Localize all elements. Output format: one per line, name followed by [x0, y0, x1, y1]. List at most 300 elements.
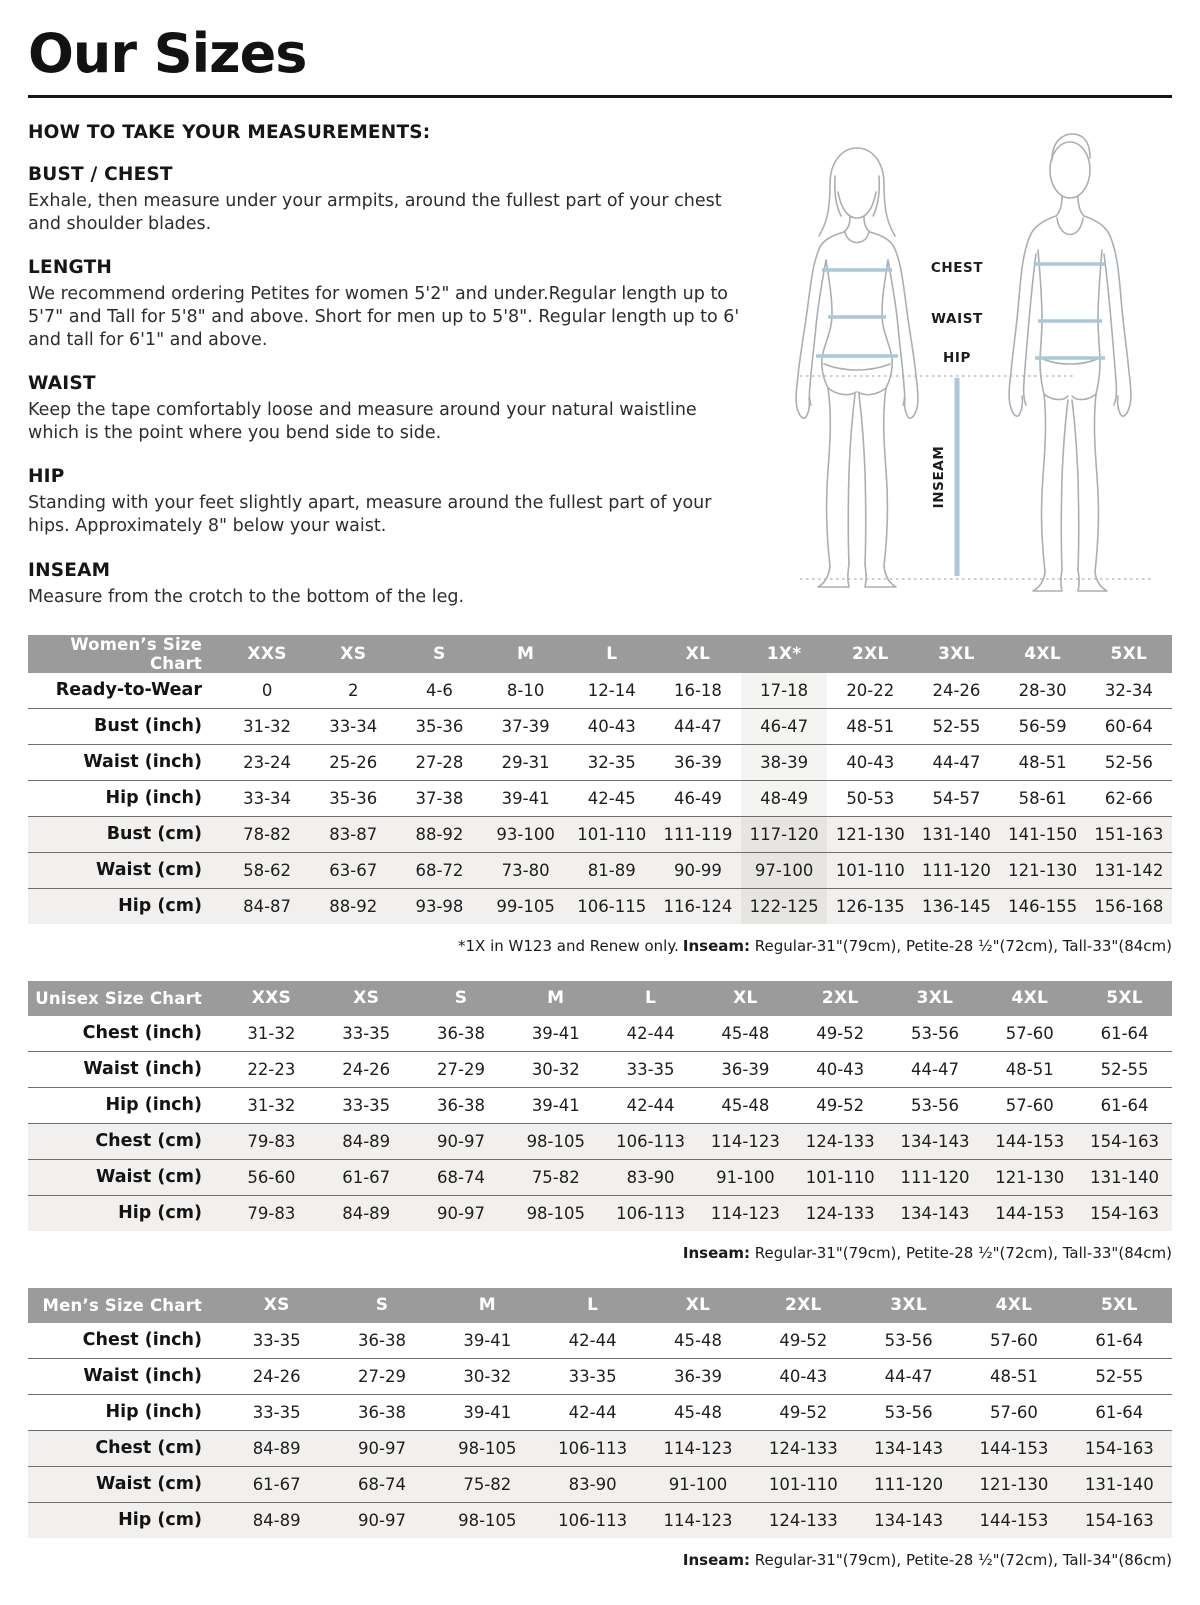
size-cell: 134-143: [874, 1438, 944, 1458]
column-header: 2XL: [751, 1288, 856, 1323]
size-cell: 111-119: [663, 824, 733, 844]
table-title: Men’s Size Chart: [28, 1288, 224, 1323]
row-label: Waist (cm): [96, 1167, 202, 1188]
inseam-note-text: Regular-31"(79cm), Petite-28 ½"(72cm), Tall-33"(84cm): [750, 936, 1172, 955]
size-cell: 39-41: [463, 1330, 512, 1350]
table-row: [28, 852, 1172, 888]
column-header: L: [569, 635, 655, 673]
size-cell: 111-120: [921, 860, 991, 880]
size-cell: 114-123: [663, 1510, 733, 1530]
size-cell: 98-105: [458, 1438, 517, 1458]
size-cell: 25-26: [329, 752, 378, 772]
row-label: Waist (inch): [83, 752, 202, 773]
column-header: 2XL: [793, 981, 888, 1016]
asterisk-note: *1X in W123 and Renew only.: [458, 936, 679, 955]
size-cell: 32-34: [1104, 680, 1153, 700]
table-title: Women’s Size Chart: [28, 635, 224, 673]
womens-size-chart-block: [28, 635, 1172, 955]
size-cell: 68-74: [358, 1474, 406, 1494]
section-length: [28, 257, 752, 352]
size-cell: 42-44: [568, 1402, 617, 1422]
size-charts-section: [28, 635, 1172, 1569]
size-cell: 84-89: [342, 1203, 391, 1223]
measurement-diagram-area: [752, 122, 1177, 609]
table-body: [28, 1016, 1172, 1231]
column-header: 4XL: [982, 981, 1077, 1016]
section-body: Keep the tape comfortably loose and measure around your natural waistline which is the point where you bend side to side.: [28, 400, 697, 444]
size-cell: 36-38: [437, 1023, 485, 1043]
size-cell: 144-153: [995, 1203, 1065, 1223]
size-cell: 36-38: [437, 1095, 485, 1115]
mens-size-chart: [28, 1288, 1172, 1538]
hip-label: HIP: [942, 349, 972, 366]
title-divider: [28, 95, 1172, 98]
section-waist: [28, 373, 752, 445]
size-cell: 98-105: [526, 1203, 586, 1223]
size-cell: 44-47: [911, 1059, 959, 1079]
size-cell: 98-105: [526, 1131, 586, 1151]
size-cell: 131-140: [921, 824, 991, 844]
size-cell: 57-60: [989, 1402, 1038, 1422]
column-header: XS: [224, 1288, 329, 1323]
size-cell: 44-47: [884, 1366, 933, 1386]
table-header: [28, 1288, 1172, 1323]
size-cell: 57-60: [1005, 1023, 1054, 1043]
measurement-guide: [28, 122, 1172, 609]
size-cell: 116-124: [663, 896, 733, 916]
size-cell: 101-110: [768, 1474, 838, 1494]
size-cell: 90-97: [358, 1438, 406, 1458]
column-header: XS: [310, 635, 396, 673]
inseam-note-label: Inseam:: [682, 1550, 751, 1569]
size-cell: 62-66: [1104, 788, 1153, 808]
table-row: [28, 744, 1172, 780]
size-cell: 33-35: [342, 1023, 391, 1043]
row-label: Waist (inch): [83, 1366, 202, 1387]
column-header: 5XL: [1067, 1288, 1172, 1323]
size-cell: 36-39: [673, 752, 722, 772]
table-title: Unisex Size Chart: [28, 981, 224, 1016]
table-footnote: [28, 937, 1172, 955]
size-cell: 61-64: [1100, 1095, 1149, 1115]
row-label: Hip (cm): [118, 896, 202, 917]
size-cell: 68-74: [437, 1167, 485, 1187]
size-cell: 42-44: [568, 1330, 617, 1350]
size-cell: 36-39: [721, 1059, 770, 1079]
size-cell: 46-47: [741, 708, 827, 744]
man-figure-outline: [1009, 134, 1131, 591]
size-cell: 61-67: [342, 1167, 391, 1187]
size-cell: 36-38: [358, 1330, 406, 1350]
table-body: [28, 673, 1172, 924]
size-cell: 91-100: [668, 1474, 728, 1494]
size-cell: 29-31: [501, 752, 550, 772]
size-cell: 146-155: [1008, 896, 1078, 916]
table-row: [28, 888, 1172, 924]
size-cell: 101-110: [577, 824, 647, 844]
column-header: XXS: [224, 981, 319, 1016]
table-row: [28, 1502, 1172, 1538]
size-cell: 40-43: [587, 716, 636, 736]
size-cell: 90-97: [358, 1510, 406, 1530]
size-cell: 40-43: [816, 1059, 865, 1079]
row-label: Hip (inch): [105, 1095, 202, 1116]
size-cell: 16-18: [673, 680, 722, 700]
size-cell: 68-72: [415, 860, 464, 880]
size-cell: 17-18: [741, 673, 827, 709]
size-cell: 39-41: [501, 788, 550, 808]
size-cell: 56-60: [247, 1167, 296, 1187]
size-cell: 49-52: [816, 1023, 865, 1043]
size-cell: 84-89: [342, 1131, 391, 1151]
column-header: M: [508, 981, 603, 1016]
size-cell: 93-98: [415, 896, 464, 916]
size-cell: 61-67: [252, 1474, 301, 1494]
section-body: Measure from the crotch to the bottom of the leg.: [28, 586, 465, 607]
size-cell: 33-35: [252, 1330, 301, 1350]
size-cell: 124-133: [768, 1510, 838, 1530]
size-cell: 117-120: [741, 816, 827, 852]
size-cell: 24-26: [342, 1059, 391, 1079]
size-cell: 33-34: [243, 788, 292, 808]
column-header: XL: [698, 981, 793, 1016]
size-cell: 48-51: [846, 716, 895, 736]
size-cell: 39-41: [463, 1402, 512, 1422]
size-cell: 101-110: [805, 1167, 875, 1187]
size-cell: 8-10: [506, 680, 545, 700]
size-cell: 45-48: [674, 1402, 722, 1422]
column-header: 5XL: [1077, 981, 1172, 1016]
size-cell: 90-97: [437, 1131, 485, 1151]
size-cell: 31-32: [243, 716, 292, 736]
size-cell: 144-153: [979, 1510, 1049, 1530]
size-cell: 39-41: [531, 1023, 580, 1043]
inseam-note: [683, 1244, 1172, 1262]
size-cell: 106-113: [558, 1438, 628, 1458]
size-cell: 45-48: [674, 1330, 722, 1350]
size-cell: 61-64: [1095, 1402, 1144, 1422]
size-cell: 83-90: [626, 1167, 675, 1187]
table-row: [28, 1466, 1172, 1502]
size-cell: 111-120: [900, 1167, 970, 1187]
section-bust-chest: [28, 164, 752, 236]
size-cell: 48-51: [1005, 1059, 1054, 1079]
size-cell: 23-24: [243, 752, 292, 772]
table-row: [28, 816, 1172, 852]
section-title: LENGTH: [28, 256, 113, 278]
table-row: [28, 1123, 1172, 1159]
size-cell: 33-34: [329, 716, 378, 736]
size-cell: 83-90: [568, 1474, 617, 1494]
page-title: Our Sizes: [28, 22, 307, 85]
size-cell: 101-110: [835, 860, 905, 880]
column-header: XXS: [224, 635, 310, 673]
table-row: [28, 1358, 1172, 1394]
size-cell: 53-56: [911, 1095, 959, 1115]
size-cell: 124-133: [805, 1203, 875, 1223]
header-row: [28, 635, 1172, 673]
table-row: [28, 1394, 1172, 1430]
size-cell: 48-51: [1018, 752, 1067, 772]
section-body: Standing with your feet slightly apart, measure around the fullest part of your hips. Approximately 8" below your waist.: [28, 493, 712, 537]
size-cell: 61-64: [1100, 1023, 1149, 1043]
table-row: [28, 708, 1172, 744]
size-cell: 31-32: [247, 1023, 296, 1043]
column-header: S: [414, 981, 509, 1016]
inseam-note-text: Regular-31"(79cm), Petite-28 ½"(72cm), Tall-34"(86cm): [750, 1550, 1172, 1569]
size-cell: 52-55: [1095, 1366, 1144, 1386]
size-cell: 124-133: [805, 1131, 875, 1151]
section-body: We recommend ordering Petites for women 5'2" and under.Regular length up to 5'7" and Tall for 5'8" and above. Short for men up to 5'8". Regular length up to 6' and tall for 6'1" and above.: [28, 283, 740, 351]
size-cell: 35-36: [415, 716, 464, 736]
size-cell: 131-142: [1094, 860, 1164, 880]
size-cell: 58-61: [1018, 788, 1067, 808]
row-label: Hip (inch): [105, 1402, 202, 1423]
size-cell: 131-140: [1084, 1474, 1154, 1494]
size-cell: 42-44: [626, 1023, 675, 1043]
column-header: 5XL: [1086, 635, 1172, 673]
size-cell: 4-6: [425, 680, 453, 700]
size-cell: 40-43: [846, 752, 895, 772]
row-label: Chest (cm): [95, 1131, 202, 1152]
row-label: Hip (cm): [118, 1203, 202, 1224]
size-cell: 42-45: [587, 788, 636, 808]
table-header: [28, 635, 1172, 673]
size-cell: 49-52: [816, 1095, 865, 1115]
size-cell: 131-140: [1090, 1167, 1160, 1187]
size-cell: 33-35: [342, 1095, 391, 1115]
inseam-note-label: Inseam:: [682, 936, 751, 955]
size-cell: 36-39: [674, 1366, 722, 1386]
size-cell: 106-113: [558, 1510, 628, 1530]
size-cell: 38-39: [741, 744, 827, 780]
column-header: L: [540, 1288, 645, 1323]
body-measurement-diagram-image: [752, 124, 1177, 596]
how-to-heading: HOW TO TAKE YOUR MEASUREMENTS:: [28, 121, 431, 143]
row-label: Chest (cm): [95, 1438, 202, 1459]
size-cell: 37-38: [415, 788, 464, 808]
inseam-note-text: Regular-31"(79cm), Petite-28 ½"(72cm), Tall-33"(84cm): [750, 1243, 1172, 1262]
table-row: [28, 1016, 1172, 1052]
size-cell: 40-43: [779, 1366, 828, 1386]
size-cell: 83-87: [329, 824, 378, 844]
row-label: Waist (inch): [83, 1059, 202, 1080]
size-cell: 46-49: [673, 788, 722, 808]
header-row: [28, 1288, 1172, 1323]
column-header: 3XL: [888, 981, 983, 1016]
size-cell: 48-51: [989, 1366, 1038, 1386]
womens-size-chart: [28, 635, 1172, 924]
size-cell: 114-123: [663, 1438, 733, 1458]
size-cell: 122-125: [741, 888, 827, 924]
column-header: XL: [655, 635, 741, 673]
section-title: INSEAM: [28, 559, 111, 581]
size-cell: 0: [261, 680, 273, 700]
size-cell: 22-23: [247, 1059, 296, 1079]
column-header: 4XL: [961, 1288, 1066, 1323]
table-footnote: [28, 1244, 1172, 1262]
column-header: 2XL: [827, 635, 913, 673]
size-cell: 90-97: [437, 1203, 485, 1223]
size-cell: 154-163: [1084, 1510, 1154, 1530]
waist-label: WAIST: [931, 310, 983, 327]
size-cell: 81-89: [587, 860, 636, 880]
section-title: WAIST: [28, 373, 96, 395]
table-row: [28, 1087, 1172, 1123]
size-cell: 56-59: [1018, 716, 1067, 736]
row-label: Bust (inch): [94, 716, 202, 737]
size-cell: 111-120: [874, 1474, 944, 1494]
size-cell: 63-67: [329, 860, 378, 880]
size-cell: 75-82: [531, 1167, 580, 1187]
row-label: Hip (inch): [105, 788, 202, 809]
size-cell: 106-115: [577, 896, 647, 916]
column-header: 3XL: [913, 635, 999, 673]
size-cell: 30-32: [531, 1059, 580, 1079]
column-header: 3XL: [856, 1288, 961, 1323]
size-cell: 151-163: [1094, 824, 1164, 844]
column-header: M: [435, 1288, 540, 1323]
size-cell: 52-56: [1104, 752, 1153, 772]
mens-size-chart-block: [28, 1288, 1172, 1569]
size-cell: 35-36: [329, 788, 378, 808]
section-hip: [28, 466, 752, 538]
measurement-instructions: [28, 122, 752, 609]
table-footnote: [28, 1551, 1172, 1569]
size-cell: 84-89: [252, 1510, 301, 1530]
column-header: S: [396, 635, 482, 673]
size-cell: 49-52: [779, 1330, 828, 1350]
size-cell: 49-52: [779, 1402, 828, 1422]
column-header: L: [603, 981, 698, 1016]
size-cell: 121-130: [979, 1474, 1049, 1494]
row-label: Ready-to-Wear: [55, 680, 202, 701]
size-cell: 2: [348, 680, 359, 700]
size-cell: 45-48: [721, 1023, 770, 1043]
size-cell: 134-143: [900, 1131, 970, 1151]
size-cell: 141-150: [1008, 824, 1078, 844]
size-cell: 61-64: [1095, 1330, 1144, 1350]
size-cell: 124-133: [768, 1438, 838, 1458]
column-header: S: [329, 1288, 434, 1323]
size-cell: 28-30: [1018, 680, 1067, 700]
size-cell: 144-153: [995, 1131, 1065, 1151]
size-cell: 154-163: [1090, 1131, 1160, 1151]
size-cell: 57-60: [1005, 1095, 1054, 1115]
size-cell: 134-143: [874, 1510, 944, 1530]
inseam-note: [683, 937, 1172, 955]
column-header: 4XL: [1000, 635, 1086, 673]
inseam-label: INSEAM: [931, 445, 947, 509]
size-cell: 79-83: [247, 1131, 296, 1151]
table-header: [28, 981, 1172, 1016]
size-cell: 48-49: [741, 780, 827, 816]
size-cell: 154-163: [1084, 1438, 1154, 1458]
size-cell: 121-130: [835, 824, 905, 844]
section-inseam: [28, 560, 752, 609]
unisex-size-chart: [28, 981, 1172, 1231]
size-cell: 154-163: [1090, 1203, 1160, 1223]
size-cell: 53-56: [884, 1330, 933, 1350]
size-cell: 33-35: [568, 1366, 617, 1386]
section-body: Exhale, then measure under your armpits, around the fullest part of your chest and shoulder blades.: [28, 190, 722, 234]
size-cell: 75-82: [463, 1474, 512, 1494]
size-cell: 20-22: [846, 680, 895, 700]
size-cell: 106-113: [616, 1131, 686, 1151]
size-cell: 73-80: [501, 860, 550, 880]
size-cell: 24-26: [932, 680, 981, 700]
size-cell: 37-39: [501, 716, 550, 736]
table-row: [28, 780, 1172, 816]
row-label: Hip (cm): [118, 1510, 202, 1531]
column-header: 1X*: [741, 635, 827, 673]
size-cell: 36-38: [358, 1402, 406, 1422]
size-cell: 45-48: [721, 1095, 770, 1115]
size-cell: 84-87: [243, 896, 292, 916]
size-cell: 24-26: [252, 1366, 301, 1386]
table-row: [28, 1159, 1172, 1195]
unisex-size-chart-block: [28, 981, 1172, 1262]
inseam-note-label: Inseam:: [682, 1243, 751, 1262]
size-cell: 33-35: [626, 1059, 675, 1079]
size-cell: 78-82: [243, 824, 292, 844]
size-cell: 114-123: [710, 1203, 780, 1223]
size-cell: 44-47: [673, 716, 722, 736]
size-cell: 156-168: [1094, 896, 1164, 916]
size-cell: 126-135: [835, 896, 905, 916]
section-title: BUST / CHEST: [28, 163, 173, 185]
size-cell: 134-143: [900, 1203, 970, 1223]
table-row: [28, 1051, 1172, 1087]
row-label: Chest (inch): [82, 1330, 202, 1351]
size-cell: 30-32: [463, 1366, 512, 1386]
size-cell: 42-44: [626, 1095, 675, 1115]
table-row: [28, 1195, 1172, 1231]
row-label: Waist (cm): [96, 1474, 202, 1495]
size-cell: 136-145: [921, 896, 991, 916]
size-cell: 52-55: [1100, 1059, 1149, 1079]
size-cell: 44-47: [932, 752, 981, 772]
column-header: M: [483, 635, 569, 673]
size-cell: 121-130: [1008, 860, 1078, 880]
size-cell: 33-35: [252, 1402, 301, 1422]
size-cell: 12-14: [587, 680, 636, 700]
table-row: [28, 1323, 1172, 1359]
table-row: [28, 673, 1172, 709]
size-cell: 90-99: [673, 860, 722, 880]
size-cell: 57-60: [989, 1330, 1038, 1350]
column-header: XL: [645, 1288, 750, 1323]
size-cell: 53-56: [911, 1023, 959, 1043]
inseam-note: [683, 1551, 1172, 1569]
size-cell: 27-29: [358, 1366, 406, 1386]
column-header: XS: [319, 981, 414, 1016]
row-label: Bust (cm): [106, 824, 202, 845]
size-cell: 114-123: [710, 1131, 780, 1151]
size-cell: 50-53: [846, 788, 895, 808]
size-cell: 53-56: [884, 1402, 933, 1422]
size-cell: 31-32: [247, 1095, 296, 1115]
size-cell: 32-35: [587, 752, 636, 772]
size-cell: 27-29: [437, 1059, 485, 1079]
size-cell: 93-100: [496, 824, 555, 844]
size-cell: 121-130: [995, 1167, 1065, 1187]
size-cell: 79-83: [247, 1203, 296, 1223]
section-title: HIP: [28, 466, 65, 488]
size-cell: 60-64: [1104, 716, 1153, 736]
size-cell: 54-57: [932, 788, 981, 808]
size-cell: 27-28: [415, 752, 464, 772]
